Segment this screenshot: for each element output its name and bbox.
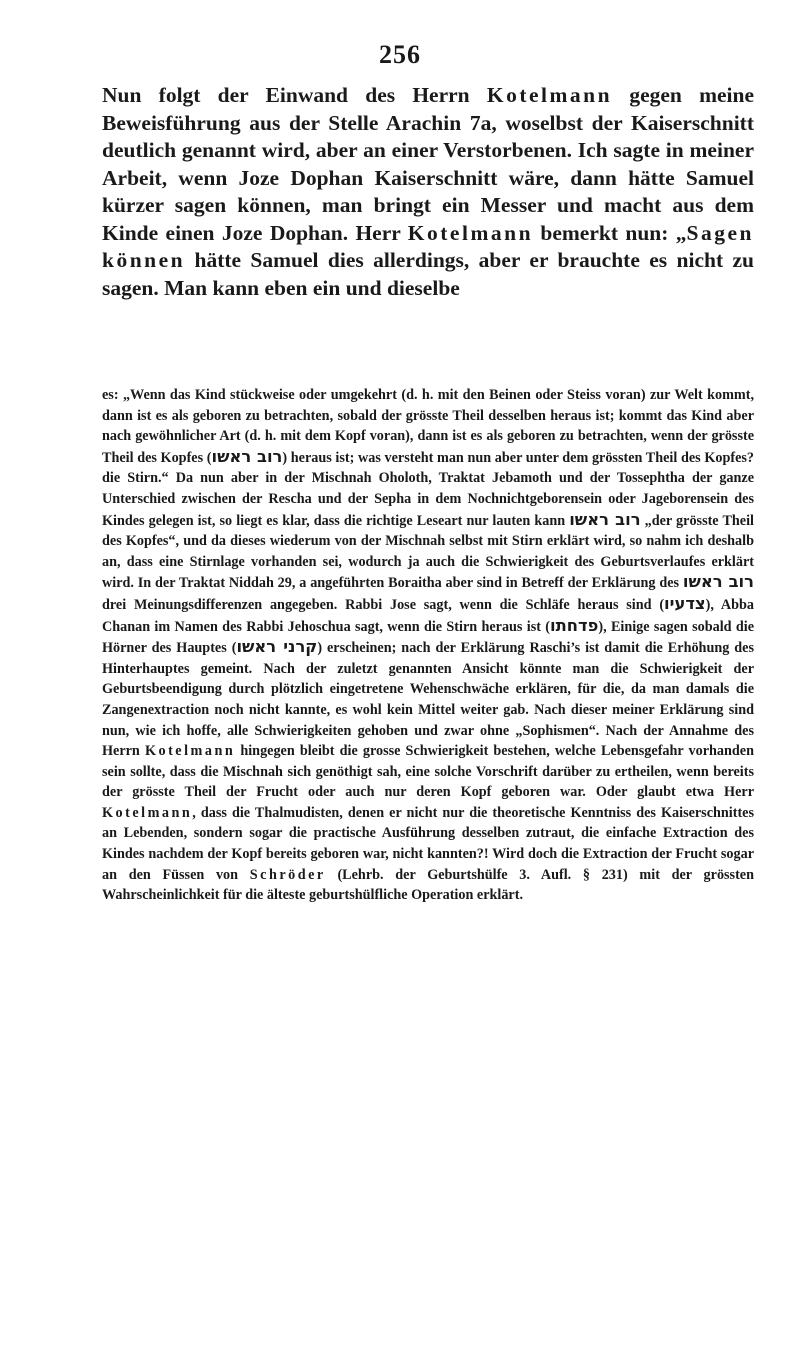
text-run: hätte Samuel dies allerdings, aber er brauchte es nicht zu sagen. Man kann eben ein und dieselbe [102,248,754,300]
text-run: ), Einige sagen sobald die Hörner des Hauptes ( [102,618,754,657]
text-run: gegen meine Beweisführung aus der Stelle Arachin 7a, woselbst der Kaiserschnitt deutlich genannt wird, aber an einer Verstorbenen. Ich sagte in meiner Arbeit, wenn Joze Dophan Kaiserschnitt wäre, dann hätte Samuel kürzer sagen können, man bringt ein Messer und macht aus dem Kinde einen Joze Dophan. Herr [102,83,755,245]
emphasized-phrase: Sagen können [102,220,754,272]
text-run: bemerkt nun: „ [533,220,687,245]
hebrew-term: צדעיו [664,593,706,613]
text-run: ), Abba Chanan im Namen des Rabbi Jehoschua sagt, wenn die Stirn heraus ist ( [102,596,754,635]
author-name: Schröder [249,866,326,883]
text-run: ) heraus ist; was versteht man nun aber unter dem grössten Theil des Kopfes? die Stirn.“ Da nun aber in der Mischnah Oholoth, Traktat Jebamoth und der Tossephtha der ganze Unterschied zwischen der Rescha und der Sepha in dem Nochnichtgeborensein oder Jageborensein des Kindes gelegen ist, so liegt es klar, dass die richtige Leseart nur lauten kann [102,449,754,529]
text-run: „der grösste Theil des Kopfes“, und da dieses wiederum von der Mischnah selbst mit Stirn erklärt wird, so nahm ich deshalb an, dass eine Stirnlage vorhanden sei, wodurch ja auch die Schwierigkeit des Geburtsverlaufes erklärt wird. In der Traktat Niddah 29, a angeführten Boraitha aber sind in Betreff der Erklärung des [102,512,754,592]
hebrew-term: רוב ראשו [569,509,641,529]
author-name: Kotelmann [407,220,534,245]
text-run: drei Meinungsdifferenzen angegeben. Rabbi Jose sagt, wenn die Schläfe heraus sind ( [102,596,665,613]
text-run: es: „Wenn das Kind stückweise oder umgekehrt (d. h. mit den Beinen oder Steiss voran) zur Welt kommt, dann ist es als geboren zu betrachten, sobald der grösste Theil desselben heraus ist; kommt das Kind aber nach gewöhnlicher Art (d. h. mit dem Kopf voran), dann ist es als geboren zu betrachten, wenn der grösste Theil des Kopfes ( [102,387,754,466]
page-number: 256 [379,40,421,69]
hebrew-term: פדחתו [550,615,599,635]
text-run: Nun folgt der Einwand des Herrn [102,83,487,107]
hebrew-term: רוב ראשו [211,446,283,466]
author-name: Kotelmann [102,804,193,821]
text-run: hingegen bleibt die grosse Schwierigkeit bestehen, welche Lebensgefahr vorhanden sein sollte, dass die Mischnah sich genöthigt sah, eine solche Vorschrift darüber zu ertheilen, wenn bereits der grösste Theil der Frucht oder auch nur deren Kopf geboren war. Oder glaubt etwa Herr [102,743,754,801]
text-run: ) erscheinen; nach der Erklärung Raschi’s ist damit die Erhöhung des Hinterhauptes gemeint. Nach der zuletzt genannten Ansicht könnte man die Schwierigkeit der Geburtsbeendigung durch plötzlich eingetretene Wehenschwäche erklären, für die, da man damals die Zangenextraction noch nicht kannte, es wohl kein Mittel weiter gab. Nach dieser meiner Erklärung sind nun, wie ich hoffe, alle Schwierigkeiten gehoben und zwar ohne „Sophismen“. Nach der Annahme des Herrn [102,640,754,760]
text-run: (Lehrb. der Geburtshülfe 3. Aufl. § 231) mit der grössten Wahrscheinlichkeit für die älteste geburtshülfliche Operation erklärt. [102,866,754,904]
text-run: , dass die Thalmudisten, denen er nicht nur die theoretische Kenntniss des Kaiserschnittes an Lebenden, sondern sogar die practische Ausführung desselben zutraut, die einfache Extraction des Kindes nachdem der Kopf bereits geboren war, nicht kannten?! Wird doch die Extraction der Frucht sogar an den Füssen von [102,804,754,883]
main-paragraph [102,82,754,302]
author-name: Kotelmann [144,743,236,760]
quoted-passage [102,385,754,906]
hebrew-term: רוב ראשו [682,572,754,592]
hebrew-term: קרני ראשו [236,637,318,657]
author-name: Kotelmann [486,83,613,107]
